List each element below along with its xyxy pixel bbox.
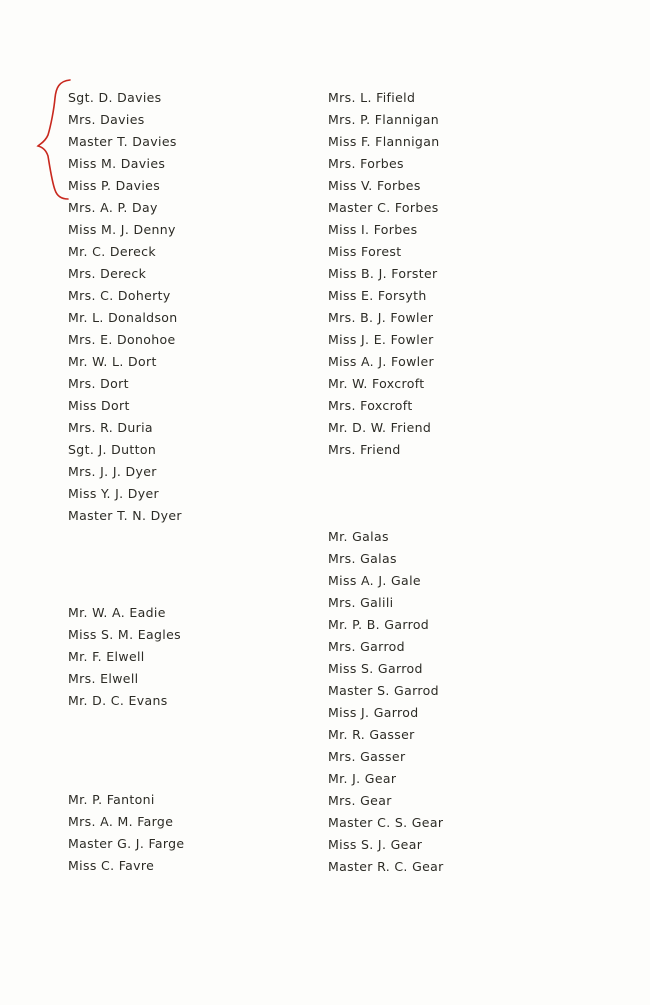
name-entry: Miss J. E. Fowler (328, 332, 434, 347)
name-entry: Master T. Davies (68, 134, 177, 149)
name-entry: Sgt. J. Dutton (68, 442, 157, 457)
name-entry: Mrs. Foxcroft (328, 398, 413, 413)
name-entry: Miss P. Davies (68, 178, 161, 193)
name-entry: Miss E. Forsyth (328, 288, 427, 303)
name-entry: Mr. D. C. Evans (68, 693, 168, 708)
name-entry: Mr. J. Gear (328, 771, 397, 786)
name-entry: Mrs. Galas (328, 551, 397, 566)
name-entry: Master C. S. Gear (328, 815, 444, 830)
name-entry: Mr. L. Donaldson (68, 310, 178, 325)
name-entry: Mrs. A. M. Farge (68, 814, 174, 829)
name-entry: Miss V. Forbes (328, 178, 421, 193)
name-entry: Miss J. Garrod (328, 705, 419, 720)
name-entry: Mrs. Galili (328, 595, 394, 610)
name-entry: Miss I. Forbes (328, 222, 418, 237)
name-entry: Miss B. J. Forster (328, 266, 438, 281)
name-entry: Mr. C. Dereck (68, 244, 156, 259)
name-entry: Master T. N. Dyer (68, 508, 182, 523)
name-entry: Miss S. M. Eagles (68, 627, 181, 642)
name-entry: Mrs. Garrod (328, 639, 405, 654)
name-entry: Mr. P. Fantoni (68, 792, 155, 807)
name-entry: Mr. P. B. Garrod (328, 617, 430, 632)
name-entry: Mrs. Dereck (68, 266, 147, 281)
name-entry: Miss Forest (328, 244, 402, 259)
name-entry: Mr. W. Foxcroft (328, 376, 425, 391)
name-entry: Mrs. Forbes (328, 156, 404, 171)
name-entry: Master C. Forbes (328, 200, 439, 215)
name-entry: Mrs. Gear (328, 793, 392, 808)
name-entry: Mrs. A. P. Day (68, 200, 158, 215)
name-entry: Miss S. Garrod (328, 661, 423, 676)
name-entry: Mrs. Elwell (68, 671, 139, 686)
name-entry: Mrs. B. J. Fowler (328, 310, 434, 325)
name-entry: Master S. Garrod (328, 683, 439, 698)
name-entry: Miss M. J. Denny (68, 222, 176, 237)
name-entry: Mrs. Dort (68, 376, 129, 391)
name-entry: Mrs. L. Fifield (328, 90, 416, 105)
name-entry: Mrs. P. Flannigan (328, 112, 440, 127)
name-entry: Mr. F. Elwell (68, 649, 145, 664)
name-entry: Miss A. J. Fowler (328, 354, 435, 369)
name-entry: Mrs. J. J. Dyer (68, 464, 157, 479)
name-entry: Mrs. Gasser (328, 749, 406, 764)
name-entry: Master R. C. Gear (328, 859, 444, 874)
name-entry: Sgt. D. Davies (68, 90, 162, 105)
name-entry: Miss S. J. Gear (328, 837, 423, 852)
name-entry: Mrs. C. Doherty (68, 288, 171, 303)
name-entry: Miss M. Davies (68, 156, 166, 171)
name-entry: Mrs. Davies (68, 112, 145, 127)
name-entry: Miss Dort (68, 398, 130, 413)
name-entry: Miss F. Flannigan (328, 134, 440, 149)
name-entry: Mrs. R. Duria (68, 420, 153, 435)
name-entry: Miss C. Favre (68, 858, 155, 873)
name-entry: Mr. W. L. Dort (68, 354, 157, 369)
name-entry: Mrs. E. Donohoe (68, 332, 176, 347)
name-entry: Mrs. Friend (328, 442, 401, 457)
name-entry: Mr. Galas (328, 529, 389, 544)
name-entry: Mr. W. A. Eadie (68, 605, 166, 620)
name-entry: Miss Y. J. Dyer (68, 486, 160, 501)
name-entry: Miss A. J. Gale (328, 573, 421, 588)
name-entry: Master G. J. Farge (68, 836, 185, 851)
name-entry: Mr. R. Gasser (328, 727, 415, 742)
name-entry: Mr. D. W. Friend (328, 420, 432, 435)
